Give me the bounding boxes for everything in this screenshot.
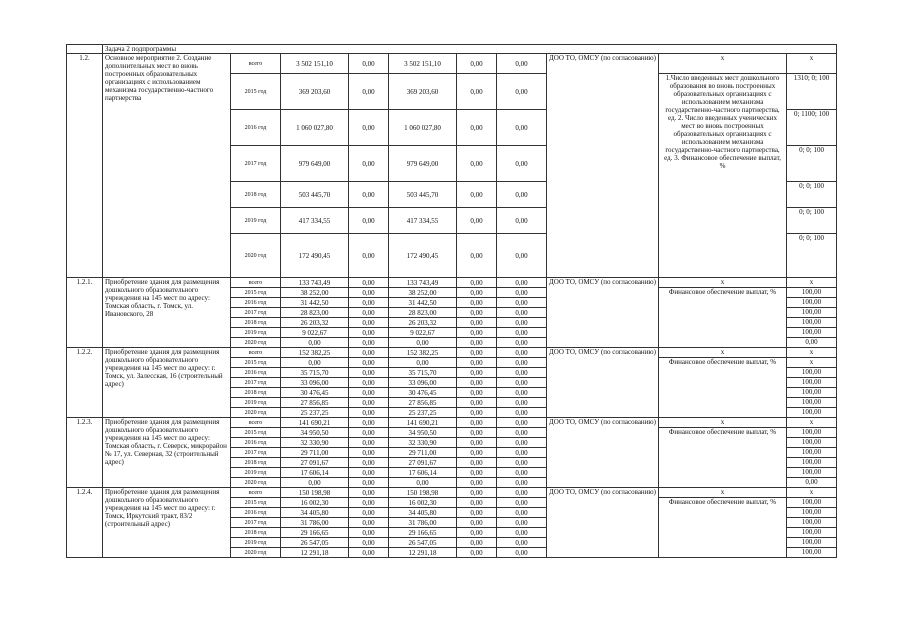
total-cell: 979 649,00 [281, 146, 349, 182]
regional-cell: 26 547,05 [389, 538, 457, 548]
indicator-value: 0,00 [787, 478, 837, 488]
extrabudget-cell: 0,00 [497, 208, 547, 234]
indicator-names: Финансовое обеспечение выплат, % [659, 498, 787, 558]
federal-cell: 0,00 [349, 388, 389, 398]
regional-cell: 16 002,30 [389, 498, 457, 508]
total-cell: 32 330,90 [281, 438, 349, 448]
municipal-cell: 0,00 [457, 298, 497, 308]
indicator-value: 100,00 [787, 318, 837, 328]
regional-cell: 979 649,00 [389, 146, 457, 182]
extrabudget-cell: 0,00 [497, 528, 547, 538]
extrabudget-cell: 0,00 [497, 498, 547, 508]
item-code: 1.2.3. [67, 418, 103, 488]
municipal-cell: 0,00 [457, 368, 497, 378]
indicator-header: x [659, 348, 787, 358]
indicator-names: Финансовое обеспечение выплат, % [659, 358, 787, 418]
federal-cell: 0,00 [349, 498, 389, 508]
regional-cell: 417 334,55 [389, 208, 457, 234]
federal-cell: 0,00 [349, 438, 389, 448]
total-cell: 0,00 [281, 478, 349, 488]
indicator-value: 0; 0; 100 [787, 146, 837, 182]
federal-cell: 0,00 [349, 208, 389, 234]
federal-cell: 0,00 [349, 408, 389, 418]
year-cell: 2020 год [231, 478, 281, 488]
extrabudget-cell: 0,00 [497, 328, 547, 338]
regional-cell: 0,00 [389, 338, 457, 348]
extrabudget-cell: 0,00 [497, 398, 547, 408]
indicator-header: x [659, 488, 787, 498]
federal-cell: 0,00 [349, 518, 389, 528]
task-header-row [67, 45, 837, 54]
federal-cell: 0,00 [349, 398, 389, 408]
extrabudget-cell: 0,00 [497, 308, 547, 318]
regional-cell: 3 502 151,10 [389, 54, 457, 74]
federal-cell: 0,00 [349, 54, 389, 74]
municipal-cell: 0,00 [457, 448, 497, 458]
federal-cell: 0,00 [349, 538, 389, 548]
year-cell: 2019 год [231, 398, 281, 408]
total-cell: 503 445,70 [281, 182, 349, 208]
regional-cell: 27 856,85 [389, 398, 457, 408]
indicator-value: 100,00 [787, 548, 837, 558]
total-cell: 141 690,21 [281, 418, 349, 428]
federal-cell: 0,00 [349, 468, 389, 478]
total-cell: 172 490,45 [281, 234, 349, 278]
indicator-header: x [659, 418, 787, 428]
indicator-value: x [787, 358, 837, 368]
federal-cell: 0,00 [349, 288, 389, 298]
extrabudget-cell: 0,00 [497, 74, 547, 110]
regional-cell: 29 166,65 [389, 528, 457, 538]
regional-cell: 27 091,67 [389, 458, 457, 468]
municipal-cell: 0,00 [457, 538, 497, 548]
extrabudget-cell: 0,00 [497, 338, 547, 348]
indicator-value: 0; 0; 100 [787, 182, 837, 208]
executor-cell: ДОО ТО, ОМСУ (по согласованию) [547, 348, 659, 418]
municipal-cell: 0,00 [457, 328, 497, 338]
indicator-value: 0; 0; 100 [787, 234, 837, 278]
total-cell: 16 002,30 [281, 498, 349, 508]
extrabudget-cell: 0,00 [497, 358, 547, 368]
extrabudget-cell: 0,00 [497, 448, 547, 458]
year-cell: 2018 год [231, 458, 281, 468]
year-cell: всего [231, 488, 281, 498]
year-cell: 2020 год [231, 548, 281, 558]
total-cell: 17 606,14 [281, 468, 349, 478]
municipal-cell: 0,00 [457, 478, 497, 488]
indicator-value: 100,00 [787, 398, 837, 408]
indicator-value: 100,00 [787, 288, 837, 298]
item-name: Основное мероприятие 2. Создание дополнительных мест во вновь построенных образовательных организациях с использованием механизма государственно-частного партнерства [103, 54, 231, 278]
federal-cell: 0,00 [349, 418, 389, 428]
regional-cell: 28 823,00 [389, 308, 457, 318]
year-cell: 2015 год [231, 288, 281, 298]
municipal-cell: 0,00 [457, 278, 497, 288]
indicator-header: x [659, 278, 787, 288]
extrabudget-cell: 0,00 [497, 408, 547, 418]
program-table [66, 44, 837, 558]
extrabudget-cell: 0,00 [497, 418, 547, 428]
extrabudget-cell: 0,00 [497, 478, 547, 488]
item-code: 1.2.1. [67, 278, 103, 348]
municipal-cell: 0,00 [457, 348, 497, 358]
year-cell: 2015 год [231, 428, 281, 438]
federal-cell: 0,00 [349, 548, 389, 558]
regional-cell: 0,00 [389, 358, 457, 368]
year-cell: 2018 год [231, 388, 281, 398]
municipal-cell: 0,00 [457, 438, 497, 448]
document-page [66, 44, 836, 558]
municipal-cell: 0,00 [457, 338, 497, 348]
indicator-value: 100,00 [787, 308, 837, 318]
year-cell: 2019 год [231, 328, 281, 338]
extrabudget-cell: 0,00 [497, 146, 547, 182]
item-code: 1.2. [67, 54, 103, 278]
regional-cell: 30 476,45 [389, 388, 457, 398]
total-cell: 28 823,00 [281, 308, 349, 318]
year-cell: 2015 год [231, 74, 281, 110]
year-cell: 2015 год [231, 358, 281, 368]
regional-cell: 38 252,00 [389, 288, 457, 298]
executor-cell: ДОО ТО, ОМСУ (по согласованию) [547, 418, 659, 488]
total-cell: 34 950,50 [281, 428, 349, 438]
regional-cell: 1 060 027,80 [389, 110, 457, 146]
total-cell: 12 291,18 [281, 548, 349, 558]
year-cell: 2018 год [231, 182, 281, 208]
total-cell: 30 476,45 [281, 388, 349, 398]
federal-cell: 0,00 [349, 488, 389, 498]
regional-cell: 9 022,67 [389, 328, 457, 338]
total-cell: 34 405,80 [281, 508, 349, 518]
item-code: 1.2.2. [67, 348, 103, 418]
municipal-cell: 0,00 [457, 378, 497, 388]
regional-cell: 34 405,80 [389, 508, 457, 518]
extrabudget-cell: 0,00 [497, 348, 547, 358]
year-cell: всего [231, 54, 281, 74]
municipal-cell: 0,00 [457, 408, 497, 418]
year-cell: 2017 год [231, 146, 281, 182]
federal-cell: 0,00 [349, 458, 389, 468]
municipal-cell: 0,00 [457, 418, 497, 428]
year-cell: 2020 год [231, 338, 281, 348]
year-cell: 2015 год [231, 498, 281, 508]
municipal-cell: 0,00 [457, 110, 497, 146]
municipal-cell: 0,00 [457, 428, 497, 438]
federal-cell: 0,00 [349, 318, 389, 328]
federal-cell: 0,00 [349, 428, 389, 438]
regional-cell: 503 445,70 [389, 182, 457, 208]
municipal-cell: 0,00 [457, 398, 497, 408]
extrabudget-cell: 0,00 [497, 548, 547, 558]
year-cell: 2017 год [231, 448, 281, 458]
task-header: Задача 2 подпрограммы [103, 45, 837, 54]
total-cell: 26 547,05 [281, 538, 349, 548]
regional-cell: 152 382,25 [389, 348, 457, 358]
federal-cell: 0,00 [349, 328, 389, 338]
table-row [67, 54, 837, 74]
municipal-cell: 0,00 [457, 528, 497, 538]
municipal-cell: 0,00 [457, 488, 497, 498]
indicator-value: 100,00 [787, 378, 837, 388]
regional-cell: 31 786,00 [389, 518, 457, 528]
extrabudget-cell: 0,00 [497, 488, 547, 498]
regional-cell: 32 330,90 [389, 438, 457, 448]
year-cell: 2016 год [231, 368, 281, 378]
year-cell: 2020 год [231, 234, 281, 278]
municipal-cell: 0,00 [457, 518, 497, 528]
extrabudget-cell: 0,00 [497, 378, 547, 388]
regional-cell: 29 711,00 [389, 448, 457, 458]
regional-cell: 33 096,00 [389, 378, 457, 388]
year-cell: 2018 год [231, 318, 281, 328]
municipal-cell: 0,00 [457, 182, 497, 208]
year-cell: всего [231, 278, 281, 288]
regional-cell: 0,00 [389, 478, 457, 488]
municipal-cell: 0,00 [457, 498, 497, 508]
regional-cell: 12 291,18 [389, 548, 457, 558]
indicator-value: 1310; 0; 100 [787, 74, 837, 110]
year-cell: 2019 год [231, 538, 281, 548]
federal-cell: 0,00 [349, 368, 389, 378]
table-row [67, 418, 837, 428]
municipal-cell: 0,00 [457, 468, 497, 478]
regional-cell: 35 715,70 [389, 368, 457, 378]
total-cell: 25 237,25 [281, 408, 349, 418]
extrabudget-cell: 0,00 [497, 298, 547, 308]
regional-cell: 172 490,45 [389, 234, 457, 278]
federal-cell: 0,00 [349, 378, 389, 388]
extrabudget-cell: 0,00 [497, 388, 547, 398]
indicator-value: 100,00 [787, 498, 837, 508]
total-cell: 31 786,00 [281, 518, 349, 528]
indicator-value: 100,00 [787, 468, 837, 478]
indicator-value: x [787, 348, 837, 358]
extrabudget-cell: 0,00 [497, 288, 547, 298]
indicator-value: 100,00 [787, 538, 837, 548]
indicator-value: 100,00 [787, 368, 837, 378]
item-code: 1.2.4. [67, 488, 103, 558]
indicator-value: 100,00 [787, 508, 837, 518]
extrabudget-cell: 0,00 [497, 458, 547, 468]
extrabudget-cell: 0,00 [497, 278, 547, 288]
total-cell: 27 091,67 [281, 458, 349, 468]
extrabudget-cell: 0,00 [497, 110, 547, 146]
federal-cell: 0,00 [349, 508, 389, 518]
executor-cell: ДОО ТО, ОМСУ (по согласованию) [547, 488, 659, 558]
total-cell: 133 743,49 [281, 278, 349, 288]
indicator-value: 100,00 [787, 448, 837, 458]
total-cell: 38 252,00 [281, 288, 349, 298]
regional-cell: 17 606,14 [389, 468, 457, 478]
total-cell: 31 442,50 [281, 298, 349, 308]
indicator-value: 100,00 [787, 528, 837, 538]
municipal-cell: 0,00 [457, 388, 497, 398]
municipal-cell: 0,00 [457, 288, 497, 298]
municipal-cell: 0,00 [457, 508, 497, 518]
indicator-value: 100,00 [787, 408, 837, 418]
total-cell: 33 096,00 [281, 378, 349, 388]
indicator-value: 100,00 [787, 328, 837, 338]
total-cell: 369 203,60 [281, 74, 349, 110]
year-cell: 2019 год [231, 208, 281, 234]
indicator-names: Финансовое обеспечение выплат, % [659, 288, 787, 348]
year-cell: 2016 год [231, 438, 281, 448]
table-row [67, 278, 837, 288]
total-cell: 417 334,55 [281, 208, 349, 234]
federal-cell: 0,00 [349, 528, 389, 538]
total-cell: 35 715,70 [281, 368, 349, 378]
total-cell: 3 502 151,10 [281, 54, 349, 74]
extrabudget-cell: 0,00 [497, 54, 547, 74]
total-cell: 29 711,00 [281, 448, 349, 458]
indicator-value: 100,00 [787, 518, 837, 528]
municipal-cell: 0,00 [457, 146, 497, 182]
extrabudget-cell: 0,00 [497, 428, 547, 438]
federal-cell: 0,00 [349, 358, 389, 368]
municipal-cell: 0,00 [457, 74, 497, 110]
total-cell: 150 198,98 [281, 488, 349, 498]
total-cell: 152 382,25 [281, 348, 349, 358]
indicator-names: Финансовое обеспечение выплат, % [659, 428, 787, 488]
federal-cell: 0,00 [349, 110, 389, 146]
indicator-value: 100,00 [787, 428, 837, 438]
item-name: Приобретение здания для размещения дошкольного образовательного учреждения на 145 мест по адресу: г. Томск, Иркутский тракт, 83/2 (строительный адрес) [103, 488, 231, 558]
year-cell: всего [231, 348, 281, 358]
federal-cell: 0,00 [349, 74, 389, 110]
executor-cell: ДОО ТО, ОМСУ (по согласованию) [547, 278, 659, 348]
federal-cell: 0,00 [349, 348, 389, 358]
federal-cell: 0,00 [349, 234, 389, 278]
executor-cell: ДОО ТО, ОМСУ (по согласованию) [547, 54, 659, 278]
municipal-cell: 0,00 [457, 54, 497, 74]
extrabudget-cell: 0,00 [497, 234, 547, 278]
extrabudget-cell: 0,00 [497, 368, 547, 378]
municipal-cell: 0,00 [457, 358, 497, 368]
federal-cell: 0,00 [349, 448, 389, 458]
regional-cell: 150 198,98 [389, 488, 457, 498]
indicator-value: x [787, 418, 837, 428]
extrabudget-cell: 0,00 [497, 508, 547, 518]
table-row [67, 488, 837, 498]
regional-cell: 26 203,32 [389, 318, 457, 328]
year-cell: 2019 год [231, 468, 281, 478]
federal-cell: 0,00 [349, 308, 389, 318]
regional-cell: 25 237,25 [389, 408, 457, 418]
municipal-cell: 0,00 [457, 318, 497, 328]
year-cell: 2017 год [231, 378, 281, 388]
indicator-value: 100,00 [787, 388, 837, 398]
year-cell: всего [231, 418, 281, 428]
federal-cell: 0,00 [349, 278, 389, 288]
extrabudget-cell: 0,00 [497, 538, 547, 548]
year-cell: 2016 год [231, 298, 281, 308]
federal-cell: 0,00 [349, 182, 389, 208]
federal-cell: 0,00 [349, 338, 389, 348]
indicator-value: 0; 1100; 100 [787, 110, 837, 146]
extrabudget-cell: 0,00 [497, 518, 547, 528]
regional-cell: 369 203,60 [389, 74, 457, 110]
regional-cell: 31 442,50 [389, 298, 457, 308]
federal-cell: 0,00 [349, 298, 389, 308]
indicator-value: 100,00 [787, 438, 837, 448]
indicator-value: x [787, 278, 837, 288]
year-cell: 2016 год [231, 508, 281, 518]
year-cell: 2018 год [231, 528, 281, 538]
indicator-value: 0; 0; 100 [787, 208, 837, 234]
total-cell: 9 022,67 [281, 328, 349, 338]
item-name: Приобретение здания для размещения дошкольного образовательного учреждения на 145 мест по адресу: г. Томск, ул. Залесская, 16 (строительный адрес) [103, 348, 231, 418]
total-cell: 29 166,65 [281, 528, 349, 538]
municipal-cell: 0,00 [457, 308, 497, 318]
total-cell: 1 060 027,80 [281, 110, 349, 146]
item-name: Приобретение здания для размещения дошкольного образовательного учреждения на 145 мест по адресу: Томская область, г. Северск, микрорайон № 17, ул. Северная, 32 (строительный адрес) [103, 418, 231, 488]
municipal-cell: 0,00 [457, 208, 497, 234]
regional-cell: 141 690,21 [389, 418, 457, 428]
regional-cell: 133 743,49 [389, 278, 457, 288]
extrabudget-cell: 0,00 [497, 182, 547, 208]
indicator-value: 100,00 [787, 298, 837, 308]
extrabudget-cell: 0,00 [497, 318, 547, 328]
extrabudget-cell: 0,00 [497, 438, 547, 448]
item-name: Приобретение здания для размещения дошкольного образовательного учреждения на 145 мест по адресу: Томская область, г. Томск, ул. Ивановского, 28 [103, 278, 231, 348]
extrabudget-cell: 0,00 [497, 468, 547, 478]
federal-cell: 0,00 [349, 478, 389, 488]
indicator-value: x [787, 488, 837, 498]
municipal-cell: 0,00 [457, 234, 497, 278]
year-cell: 2020 год [231, 408, 281, 418]
table-row [67, 348, 837, 358]
indicator-value: 100,00 [787, 458, 837, 468]
total-cell: 0,00 [281, 338, 349, 348]
regional-cell: 34 950,50 [389, 428, 457, 438]
indicator-value: x [787, 54, 837, 74]
municipal-cell: 0,00 [457, 548, 497, 558]
year-cell: 2016 год [231, 110, 281, 146]
total-cell: 26 203,32 [281, 318, 349, 328]
total-cell: 27 856,85 [281, 398, 349, 408]
indicator-names: 1.Число введенных мест дошкольного образования во вновь построенных образовательных организациях с использованием механизма государственно-частного партнерства, ед. 2. Число введенных ученических мест во вновь построенных образовательных организациях с использованием механизма государственно-частного партнерства, ед. 3. Финансовое обеспечение выплат, % [659, 74, 787, 278]
federal-cell: 0,00 [349, 146, 389, 182]
indicator-value: 0,00 [787, 338, 837, 348]
total-cell: 0,00 [281, 358, 349, 368]
indicator-header: x [659, 54, 787, 74]
year-cell: 2017 год [231, 308, 281, 318]
year-cell: 2017 год [231, 518, 281, 528]
municipal-cell: 0,00 [457, 458, 497, 468]
